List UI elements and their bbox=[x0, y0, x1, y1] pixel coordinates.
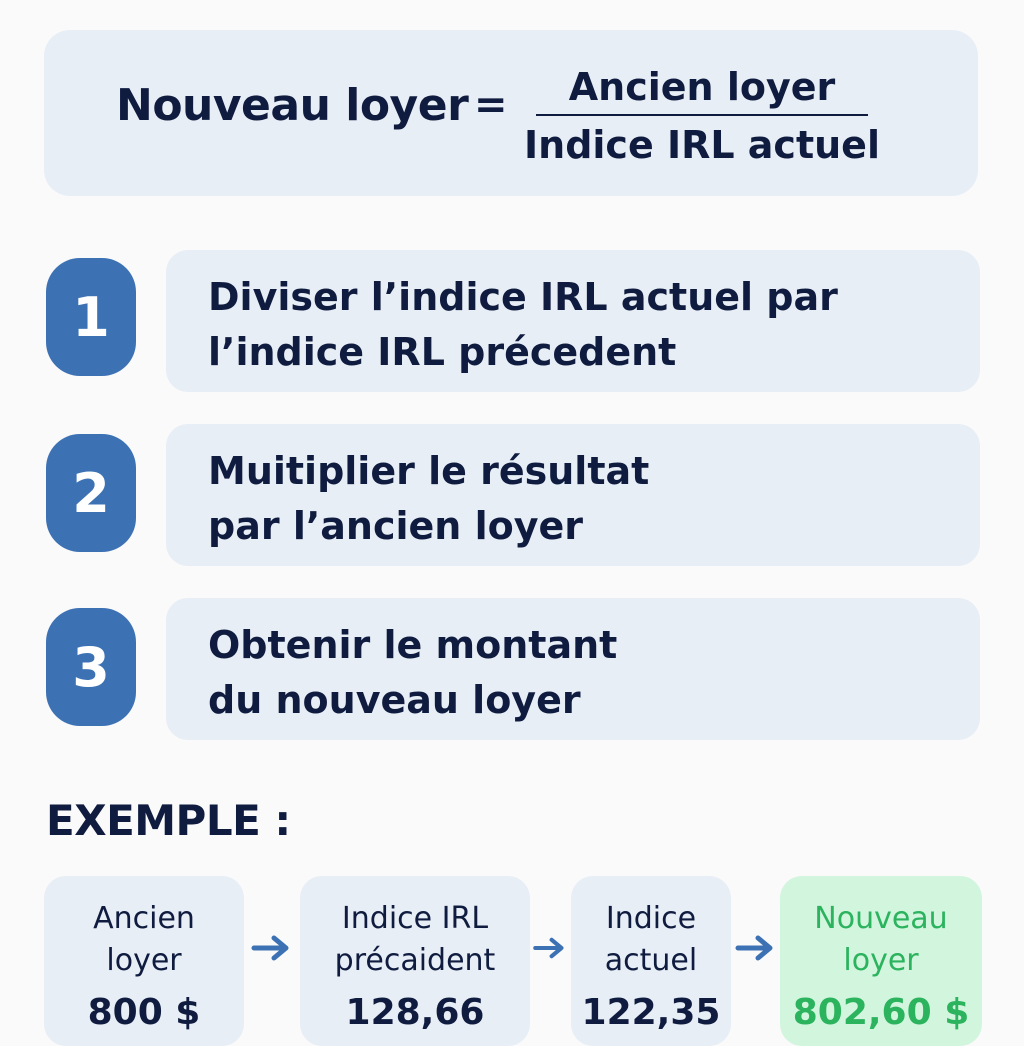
example-card-value: 128,66 bbox=[345, 992, 485, 1033]
step-1-line-2: l’indice IRL précedent bbox=[208, 330, 677, 374]
step-2-badge: 2 bbox=[46, 434, 136, 552]
step-3-line-2: du nouveau loyer bbox=[208, 678, 581, 722]
step-1-badge: 1 bbox=[46, 258, 136, 376]
formula-lhs: Nouveau loyer bbox=[116, 80, 469, 131]
example-card-label bbox=[780, 898, 982, 982]
example-card-value: 802,60 $ bbox=[792, 992, 970, 1033]
step-2-line-2: par l’ancien loyer bbox=[208, 504, 583, 548]
fraction-denominator: Indice IRL actuel bbox=[524, 123, 880, 167]
step-2-card bbox=[166, 424, 980, 566]
example-card-label-line-1: Indice bbox=[605, 901, 697, 936]
example-card-label-line-1: Ancien bbox=[93, 901, 195, 936]
step-2-line-1: Muitiplier le résultat bbox=[208, 449, 650, 493]
example-card-label-line-2: loyer bbox=[106, 943, 182, 978]
example-card-label-line-1: Nouveau bbox=[814, 901, 948, 936]
example-card-label bbox=[44, 898, 244, 982]
example-card-label bbox=[571, 898, 731, 982]
example-card-label-line-2: actuel bbox=[604, 943, 698, 978]
right-arrow-icon bbox=[532, 928, 568, 968]
right-arrow-icon bbox=[734, 928, 778, 968]
right-arrow-icon bbox=[250, 928, 294, 968]
step-1-card bbox=[166, 250, 980, 392]
example-card-old-rent bbox=[44, 876, 244, 1046]
step-3-text bbox=[208, 618, 950, 728]
example-card-new-rent bbox=[780, 876, 982, 1046]
example-card-label-line-2: précaident bbox=[334, 943, 496, 978]
formula-fraction bbox=[522, 64, 882, 168]
step-3-line-1: Obtenir le montant bbox=[208, 623, 618, 667]
step-3-card bbox=[166, 598, 980, 740]
example-card-label bbox=[300, 898, 530, 982]
step-1-text bbox=[208, 270, 950, 380]
example-heading: EXEMPLE : bbox=[46, 796, 291, 845]
example-card-current-index bbox=[571, 876, 731, 1046]
example-card-value: 800 $ bbox=[87, 992, 201, 1033]
example-card-value: 122,35 bbox=[581, 992, 721, 1033]
example-card-label-line-2: loyer bbox=[843, 943, 919, 978]
example-card-previous-index bbox=[300, 876, 530, 1046]
example-card-label-line-1: Indice IRL bbox=[341, 901, 489, 936]
fraction-numerator: Ancien loyer bbox=[568, 65, 836, 109]
step-3-badge: 3 bbox=[46, 608, 136, 726]
formula-box bbox=[44, 30, 978, 196]
step-1-line-1: Diviser l’indice IRL actuel par bbox=[208, 275, 838, 319]
formula-equals: = bbox=[474, 82, 508, 128]
fraction-bar bbox=[536, 114, 868, 116]
step-2-text bbox=[208, 444, 950, 554]
